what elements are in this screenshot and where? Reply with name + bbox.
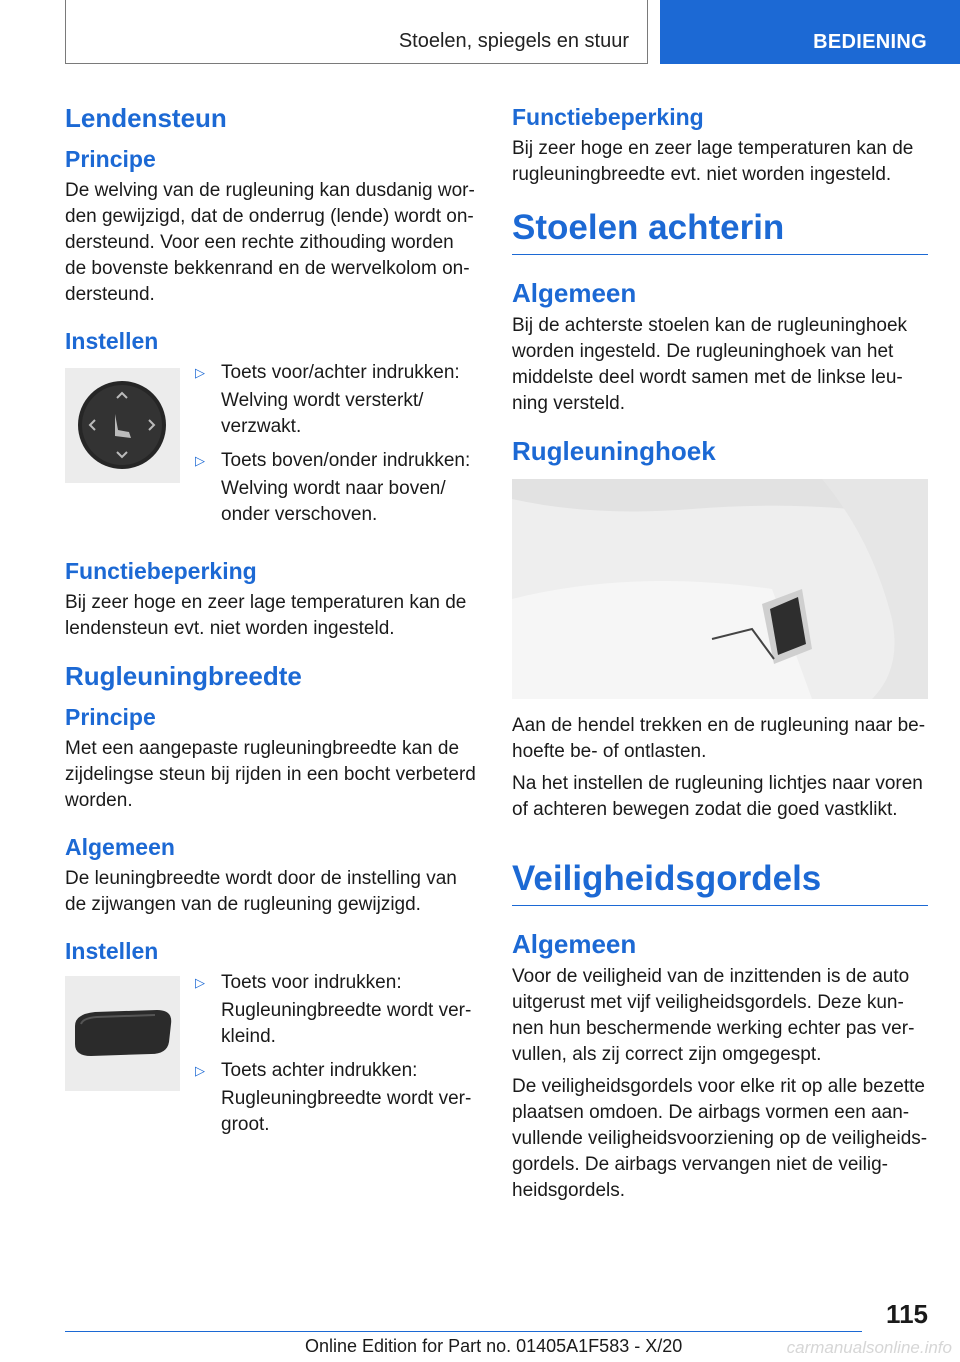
header-chapter-title: BEDIENING bbox=[813, 31, 927, 53]
header-section-title: Stoelen, spiegels en stuur bbox=[398, 30, 629, 52]
heading-functiebeperking: Functiebeperking bbox=[512, 104, 704, 130]
triangle-bullet-icon: ▷ bbox=[195, 975, 205, 990]
paragraph-principe: De welving van de rugleuning kan dusdanig wor-den gewijzigd, dat de onderrug (lende) wordt on-dersteund. Voor een rechte zithouding worden de bovenste bekkenrand en de wervelkolom on-dersteund. bbox=[65, 180, 475, 305]
heading-principe: Principe bbox=[65, 146, 156, 172]
triangle-bullet-icon: ▷ bbox=[195, 453, 205, 468]
footer-divider bbox=[65, 1331, 862, 1332]
heading-rugleuningbreedte: Rugleuningbreedte bbox=[65, 661, 302, 691]
lumbar-switch-image bbox=[65, 368, 180, 483]
heading-algemeen: Algemeen bbox=[512, 278, 637, 308]
heading-instellen: Instellen bbox=[65, 938, 159, 964]
triangle-bullet-icon: ▷ bbox=[195, 1063, 205, 1078]
step-result: Welving wordt naar boven/ onder verschoven. bbox=[221, 478, 446, 525]
heading-instellen: Instellen bbox=[65, 328, 159, 354]
paragraph-rugleuninghoek-1: Aan de hendel trekken en de rugleuning naar be-hoefte be- of ontlasten. bbox=[512, 715, 926, 762]
paragraph-algemeen-achterin: Bij de achterste stoelen kan de rugleuninghoek worden ingesteld. De rugleuninghoek van het middelste deel wordt samen met de linkse leu-ning versteld. bbox=[512, 315, 908, 414]
step-action: Toets voor indrukken: bbox=[221, 972, 402, 993]
step-action: Toets achter indrukken: bbox=[221, 1060, 418, 1081]
heading-stoelen-achterin: Stoelen achterin bbox=[512, 206, 928, 255]
heading-principe: Principe bbox=[65, 704, 156, 730]
paragraph-gordels-1: Voor de veiligheid van de inzittenden is de auto uitgerust met vijf veiligheidsgordels. Deze kun-nen hun beschermende werking echter pas ver-vullen, als zij correct zijn omgegespt. bbox=[512, 966, 915, 1065]
page-number: 115 bbox=[886, 1299, 928, 1329]
instellen-steps bbox=[195, 360, 477, 528]
paragraph-functiebeperking-breedte: Bij zeer hoge en zeer lage temperaturen kan de rugleuningbreedte evt. niet worden ingesteld. bbox=[512, 138, 914, 185]
heading-veiligheidsgordels: Veiligheidsgordels bbox=[512, 857, 928, 906]
step-result: Rugleuningbreedte wordt ver-groot. bbox=[221, 1088, 472, 1135]
triangle-bullet-icon: ▷ bbox=[195, 365, 205, 380]
paragraph-functiebeperking: Bij zeer hoge en zeer lage temperaturen kan de lendensteun evt. niet worden ingesteld. bbox=[65, 592, 467, 639]
footer-edition: Online Edition for Part no. 01405A1F583 - X/20 bbox=[305, 1336, 683, 1356]
width-switch-image bbox=[65, 976, 180, 1091]
step-item bbox=[195, 360, 477, 386]
instellen-breedte-block bbox=[65, 970, 477, 1138]
instellen-breedte-steps bbox=[195, 970, 477, 1138]
step-result: Rugleuningbreedte wordt ver-kleind. bbox=[221, 1000, 472, 1047]
paragraph-rugleuninghoek-2: Na het instellen de rugleuning lichtjes naar voren of achteren bewegen zodat die goed vastklikt. bbox=[512, 773, 923, 820]
step-action: Toets boven/onder indrukken: bbox=[221, 450, 471, 471]
heading-functiebeperking: Functiebeperking bbox=[65, 558, 257, 584]
heading-lendensteun: Lendensteun bbox=[65, 103, 227, 133]
step-item bbox=[195, 1058, 477, 1084]
heading-algemeen: Algemeen bbox=[65, 834, 175, 860]
step-item bbox=[195, 448, 477, 474]
right-column bbox=[512, 102, 928, 1222]
watermark: carmanualsonline.info bbox=[786, 1338, 952, 1357]
header-chapter-tab bbox=[660, 0, 960, 64]
left-column bbox=[65, 102, 477, 1156]
heading-rugleuninghoek: Rugleuninghoek bbox=[512, 436, 716, 466]
header-section-box bbox=[65, 0, 648, 64]
step-result: Welving wordt versterkt/ verzwakt. bbox=[221, 390, 424, 437]
heading-algemeen: Algemeen bbox=[512, 929, 637, 959]
paragraph-principe-breedte: Met een aangepaste rugleuningbreedte kan de zijdelingse steun bij rijden in een bocht verbeterd worden. bbox=[65, 738, 476, 811]
paragraph-gordels-2: De veiligheidsgordels voor elke rit op alle bezette plaatsen omdoen. De airbags vormen een aan-vullende veiligheidsvoorziening op de veiligheids-gordels. De airbags vervangen niet de veilig-heidsgordels. bbox=[512, 1076, 928, 1201]
paragraph-algemeen-breedte: De leuningbreedte wordt door de instelling van de zijwangen van de rugleuning gewijzigd. bbox=[65, 868, 457, 915]
step-action: Toets voor/achter indrukken: bbox=[221, 362, 460, 383]
step-item bbox=[195, 970, 477, 996]
rear-seat-lever-image bbox=[512, 479, 928, 699]
instellen-lendensteun-block bbox=[65, 360, 477, 528]
